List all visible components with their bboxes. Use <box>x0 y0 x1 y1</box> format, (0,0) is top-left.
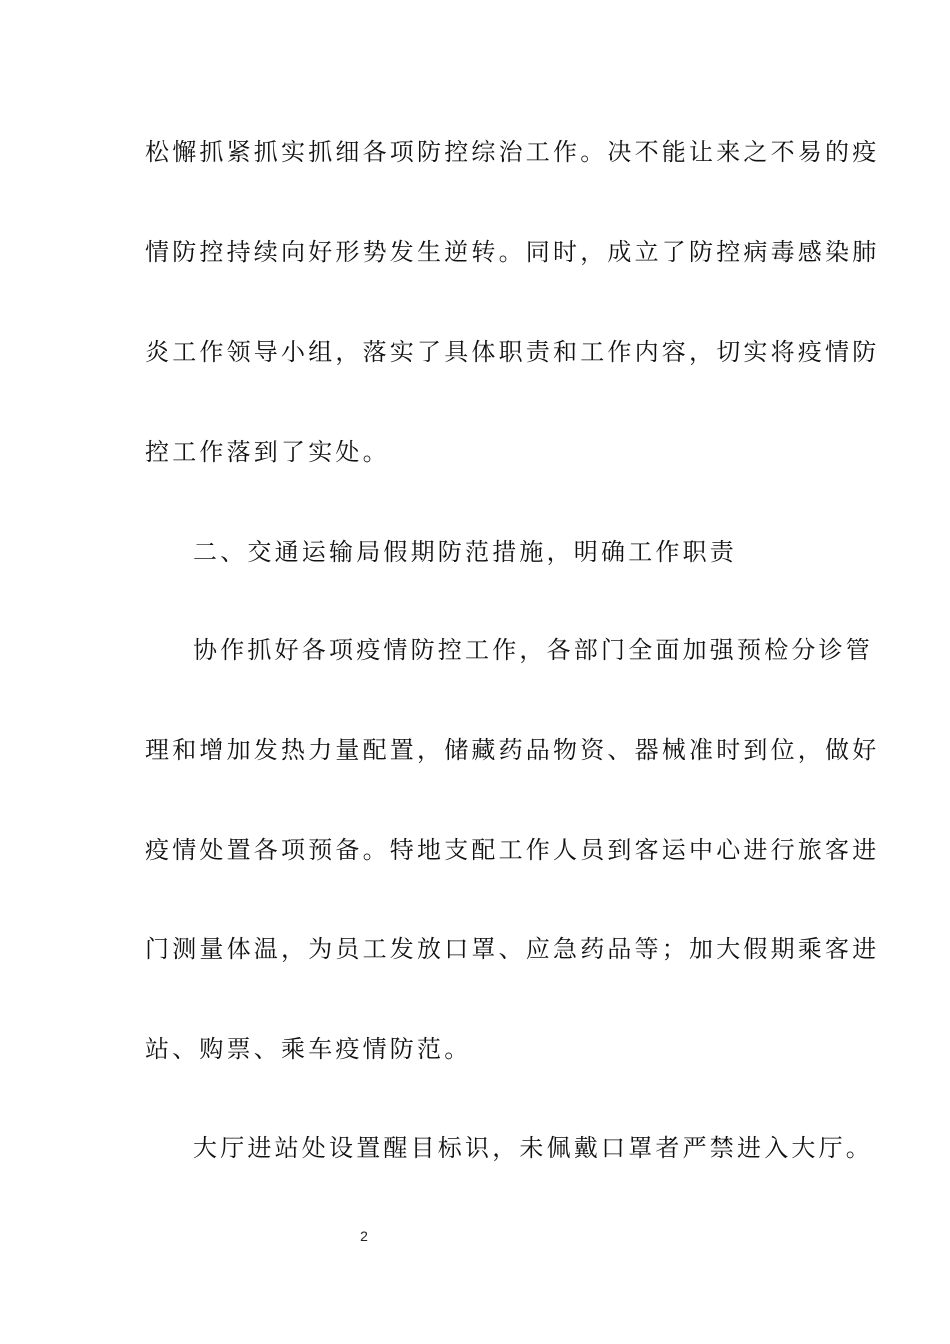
text-line: 门测量体温，为员工发放口罩、应急药品等；加大假期乘客进 <box>145 935 880 963</box>
text-line: 理和增加发热力量配置，储藏药品物资、器械准时到位，做好 <box>145 736 880 764</box>
text-line: 大厅进站处设置醒目标识，未佩戴口罩者严禁进入大厅。 <box>193 1134 873 1162</box>
text-line: 站、购票、乘车疫情防范。 <box>145 1035 472 1063</box>
text-line: 炎工作领导小组，落实了具体职责和工作内容，切实将疫情防 <box>145 338 880 366</box>
text-line: 松懈抓紧抓实抓细各项防控综治工作。决不能让来之不易的疫 <box>145 138 880 166</box>
page-number: 2 <box>360 1228 368 1244</box>
text-line: 情防控持续向好形势发生逆转。同时，成立了防控病毒感染肺 <box>145 238 880 266</box>
section-heading: 二、交通运输局假期防范措施，明确工作职责 <box>193 538 737 566</box>
text-line: 疫情处置各项预备。特地支配工作人员到客运中心进行旅客进 <box>145 836 880 864</box>
text-line: 协作抓好各项疫情防控工作，各部门全面加强预检分诊管 <box>193 636 873 664</box>
text-line: 控工作落到了实处。 <box>145 438 390 466</box>
